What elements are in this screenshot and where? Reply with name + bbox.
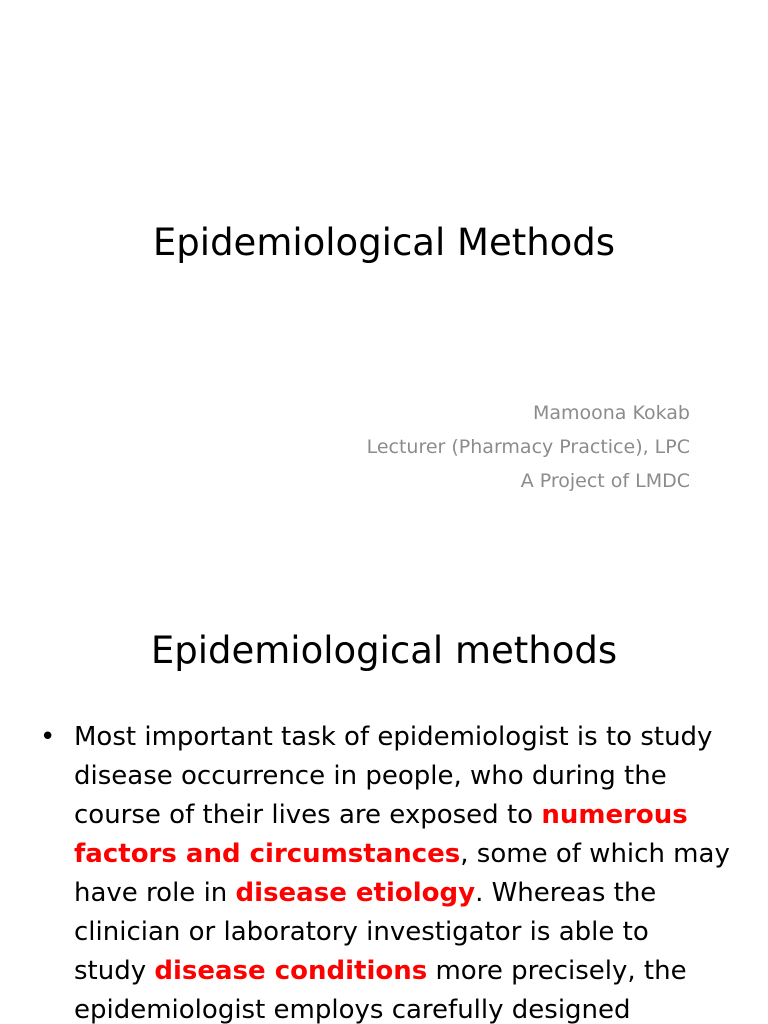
paragraph-text: clinician or laboratory investigator is able to (74, 917, 649, 947)
paragraph-text: . Whereas the (475, 878, 657, 908)
paragraph-line (74, 835, 740, 874)
project-credit: A Project of LMDC (520, 470, 690, 492)
paragraph-text: have role in (74, 878, 236, 908)
paragraph-text: Most important task of epidemiologist is to study (74, 722, 713, 752)
paragraph-line (74, 913, 740, 952)
author-name: Mamoona Kokab (532, 402, 690, 424)
paragraph-line (74, 718, 740, 757)
bullet-paragraph (74, 718, 740, 1024)
highlighted-term: factors and circumstances (74, 839, 461, 869)
paragraph-line (74, 952, 740, 991)
paragraph-text: course of their lives are exposed to (74, 800, 542, 830)
paragraph-text: study (74, 956, 155, 986)
paragraph-text: , some of which may (460, 839, 730, 869)
bullet-list (40, 718, 740, 1024)
paragraph-line (74, 991, 740, 1024)
highlighted-term: disease etiology (235, 878, 476, 908)
author-position: Lecturer (Pharmacy Practice), LPC (366, 436, 690, 458)
bullet-icon: • (40, 722, 56, 752)
slide-subtitle (367, 396, 690, 498)
paragraph-text: more precisely, the (427, 956, 687, 986)
highlighted-term: disease conditions (154, 956, 428, 986)
paragraph-text: epidemiologist employs carefully designed (74, 995, 631, 1024)
highlighted-term: numerous (541, 800, 688, 830)
paragraph-line (74, 757, 740, 796)
slide-title-heading: Epidemiological Methods (152, 221, 616, 264)
paragraph-line (74, 796, 740, 835)
paragraph-text: disease occurrence in people, who during the (74, 761, 667, 791)
paragraph-line (74, 874, 740, 913)
content-slide-heading: Epidemiological methods (150, 629, 618, 672)
